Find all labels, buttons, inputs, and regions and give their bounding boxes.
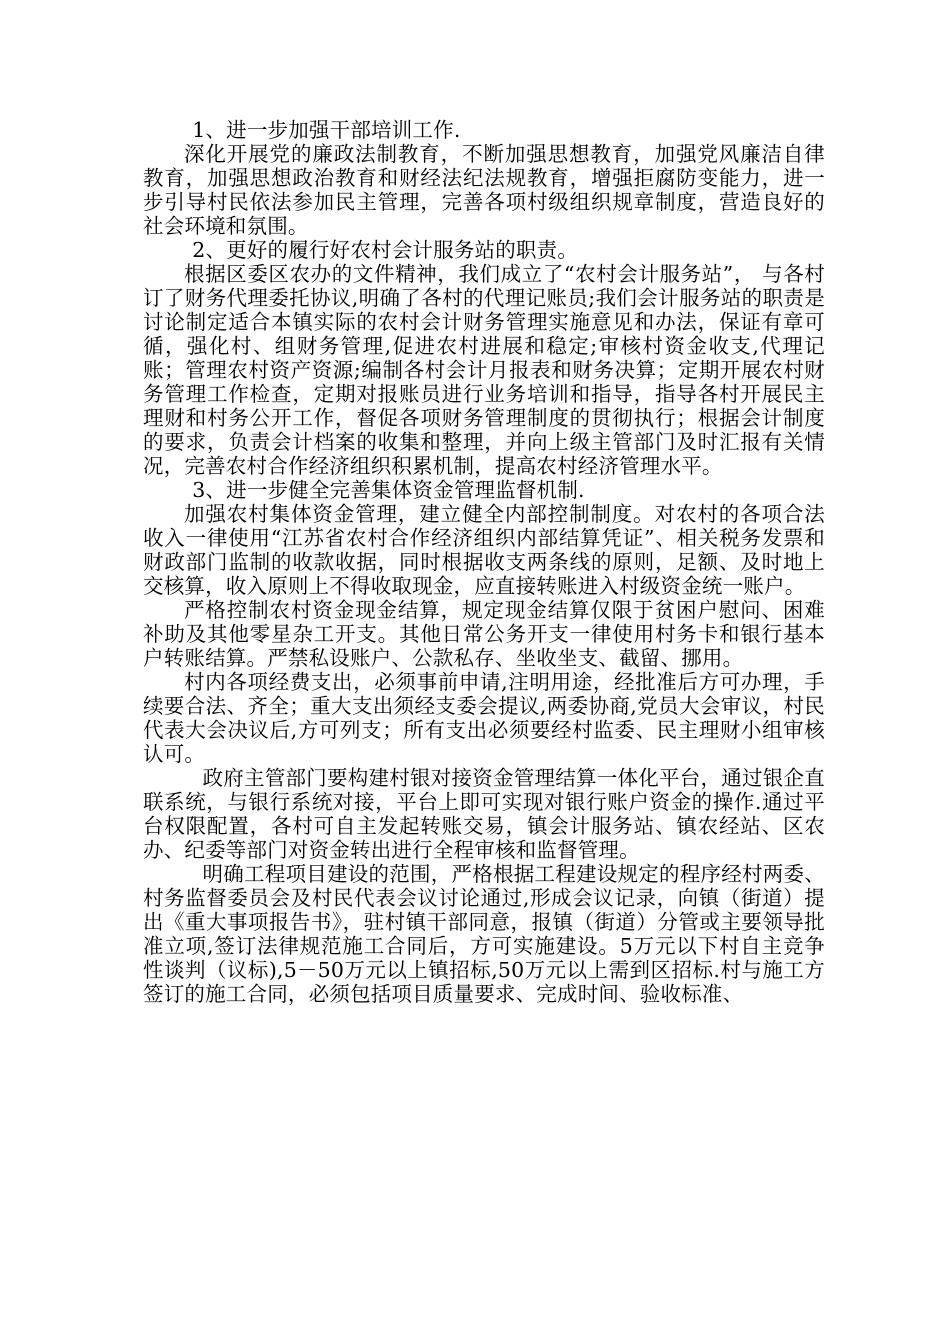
heading-fund-supervision: 3、进一步健全完善集体资金管理监督机制. [192,478,585,502]
paragraph-bank-platform: 政府主管部门要构建村银对接资金管理结算一体化平台，通过银企直联系统，与银行系统对接，平台上即可实现对银行账户资金的操作.通过平台权限配置，各村可自主发起转账交易，镇会计服务站、镇农经站、区农办、纪委等部门对资金转出进行全程审核和监督管理。 [143,766,825,862]
paragraph-expenditure-approval: 村内各项经费支出，必须事前申请,注明用途，经批准后方可办理，手续要合法、齐全；重大支出须经支委会提议,两委协商,党员大会审议，村民代表大会决议后,方可列支；所有支出必须要经村监委、民主理财小组审核认可。 [143,670,825,766]
paragraph-integrity-education: 深化开展党的廉政法制教育，不断加强思想教育，加强党风廉洁自律教育，加强思想政治教育和财经法纪法规教育，增强拒腐防变能力，进一步引导村民依法参加民主管理，完善各项村级组织规章制度，营造良好的社会环境和氛围。 [143,142,825,238]
paragraph-accounting-station-duties: 根据区委区农办的文件精神，我们成立了“农村会计服务站”， 与各村订了财务代理委托协议,明确了各村的代理记账员;我们会计服务站的职责是讨论制定适合本镇实际的农村会计财务管理实施意见和办法，保证有章可循，强化村、组财务管理,促进农村进展和稳定;审核村资金收支,代理记账；管理农村资产资源;编制各村会计月报表和财务决算；定期开展农村财务管理工作检查，定期对报账员进行业务培训和指导，指导各村开展民主理财和村务公开工作，督促各项财务管理制度的贯彻执行；根据会计制度的要求，负责会计档案的收集和整理，并向上级主管部门及时汇报有关情况，完善农村合作经济组织积累机制，提高农村经济管理水平。 [143,262,825,478]
heading-accounting-station: 2、更好的履行好农村会计服务站的职责。 [192,238,579,262]
heading-training: 1、进一步加强干部培训工作. [192,118,461,142]
paragraph-cash-settlement: 严格控制农村资金现金结算，规定现金结算仅限于贫困户慰问、困难补助及其他零星杂工开支。其他日常公务开支一律使用村务卡和银行基本户转账结算。严禁私设账户、公款私存、坐收坐支、截留、挪用。 [143,598,825,670]
paragraph-collective-funds: 加强农村集体资金管理，建立健全内部控制制度。对农村的各项合法收入一律使用“江苏省农村合作经济组织内部结算凭证”、相关税务发票和财政部门监制的收款收据，同时根据收支两条线的原则，足额、及时地上交核算，收入原则上不得收取现金，应直接转账进入村级资金统一账户。 [143,502,825,598]
document-body [143,118,825,1006]
paragraph-project-construction: 明确工程项目建设的范围，严格根据工程建设规定的程序经村两委、村务监督委员会及村民代表会议讨论通过,形成会议记录，向镇（街道）提出《重大事项报告书》，驻村镇干部同意，报镇（街道）分管或主要领导批准立项,签订法律规范施工合同后，方可实施建设。5万元以下村自主竞争性谈判（议标),5－50万元以上镇招标,50万元以上需到区招标.村与施工方签订的施工合同，必须包括项目质量要求、完成时间、验收标准、 [143,862,825,1006]
